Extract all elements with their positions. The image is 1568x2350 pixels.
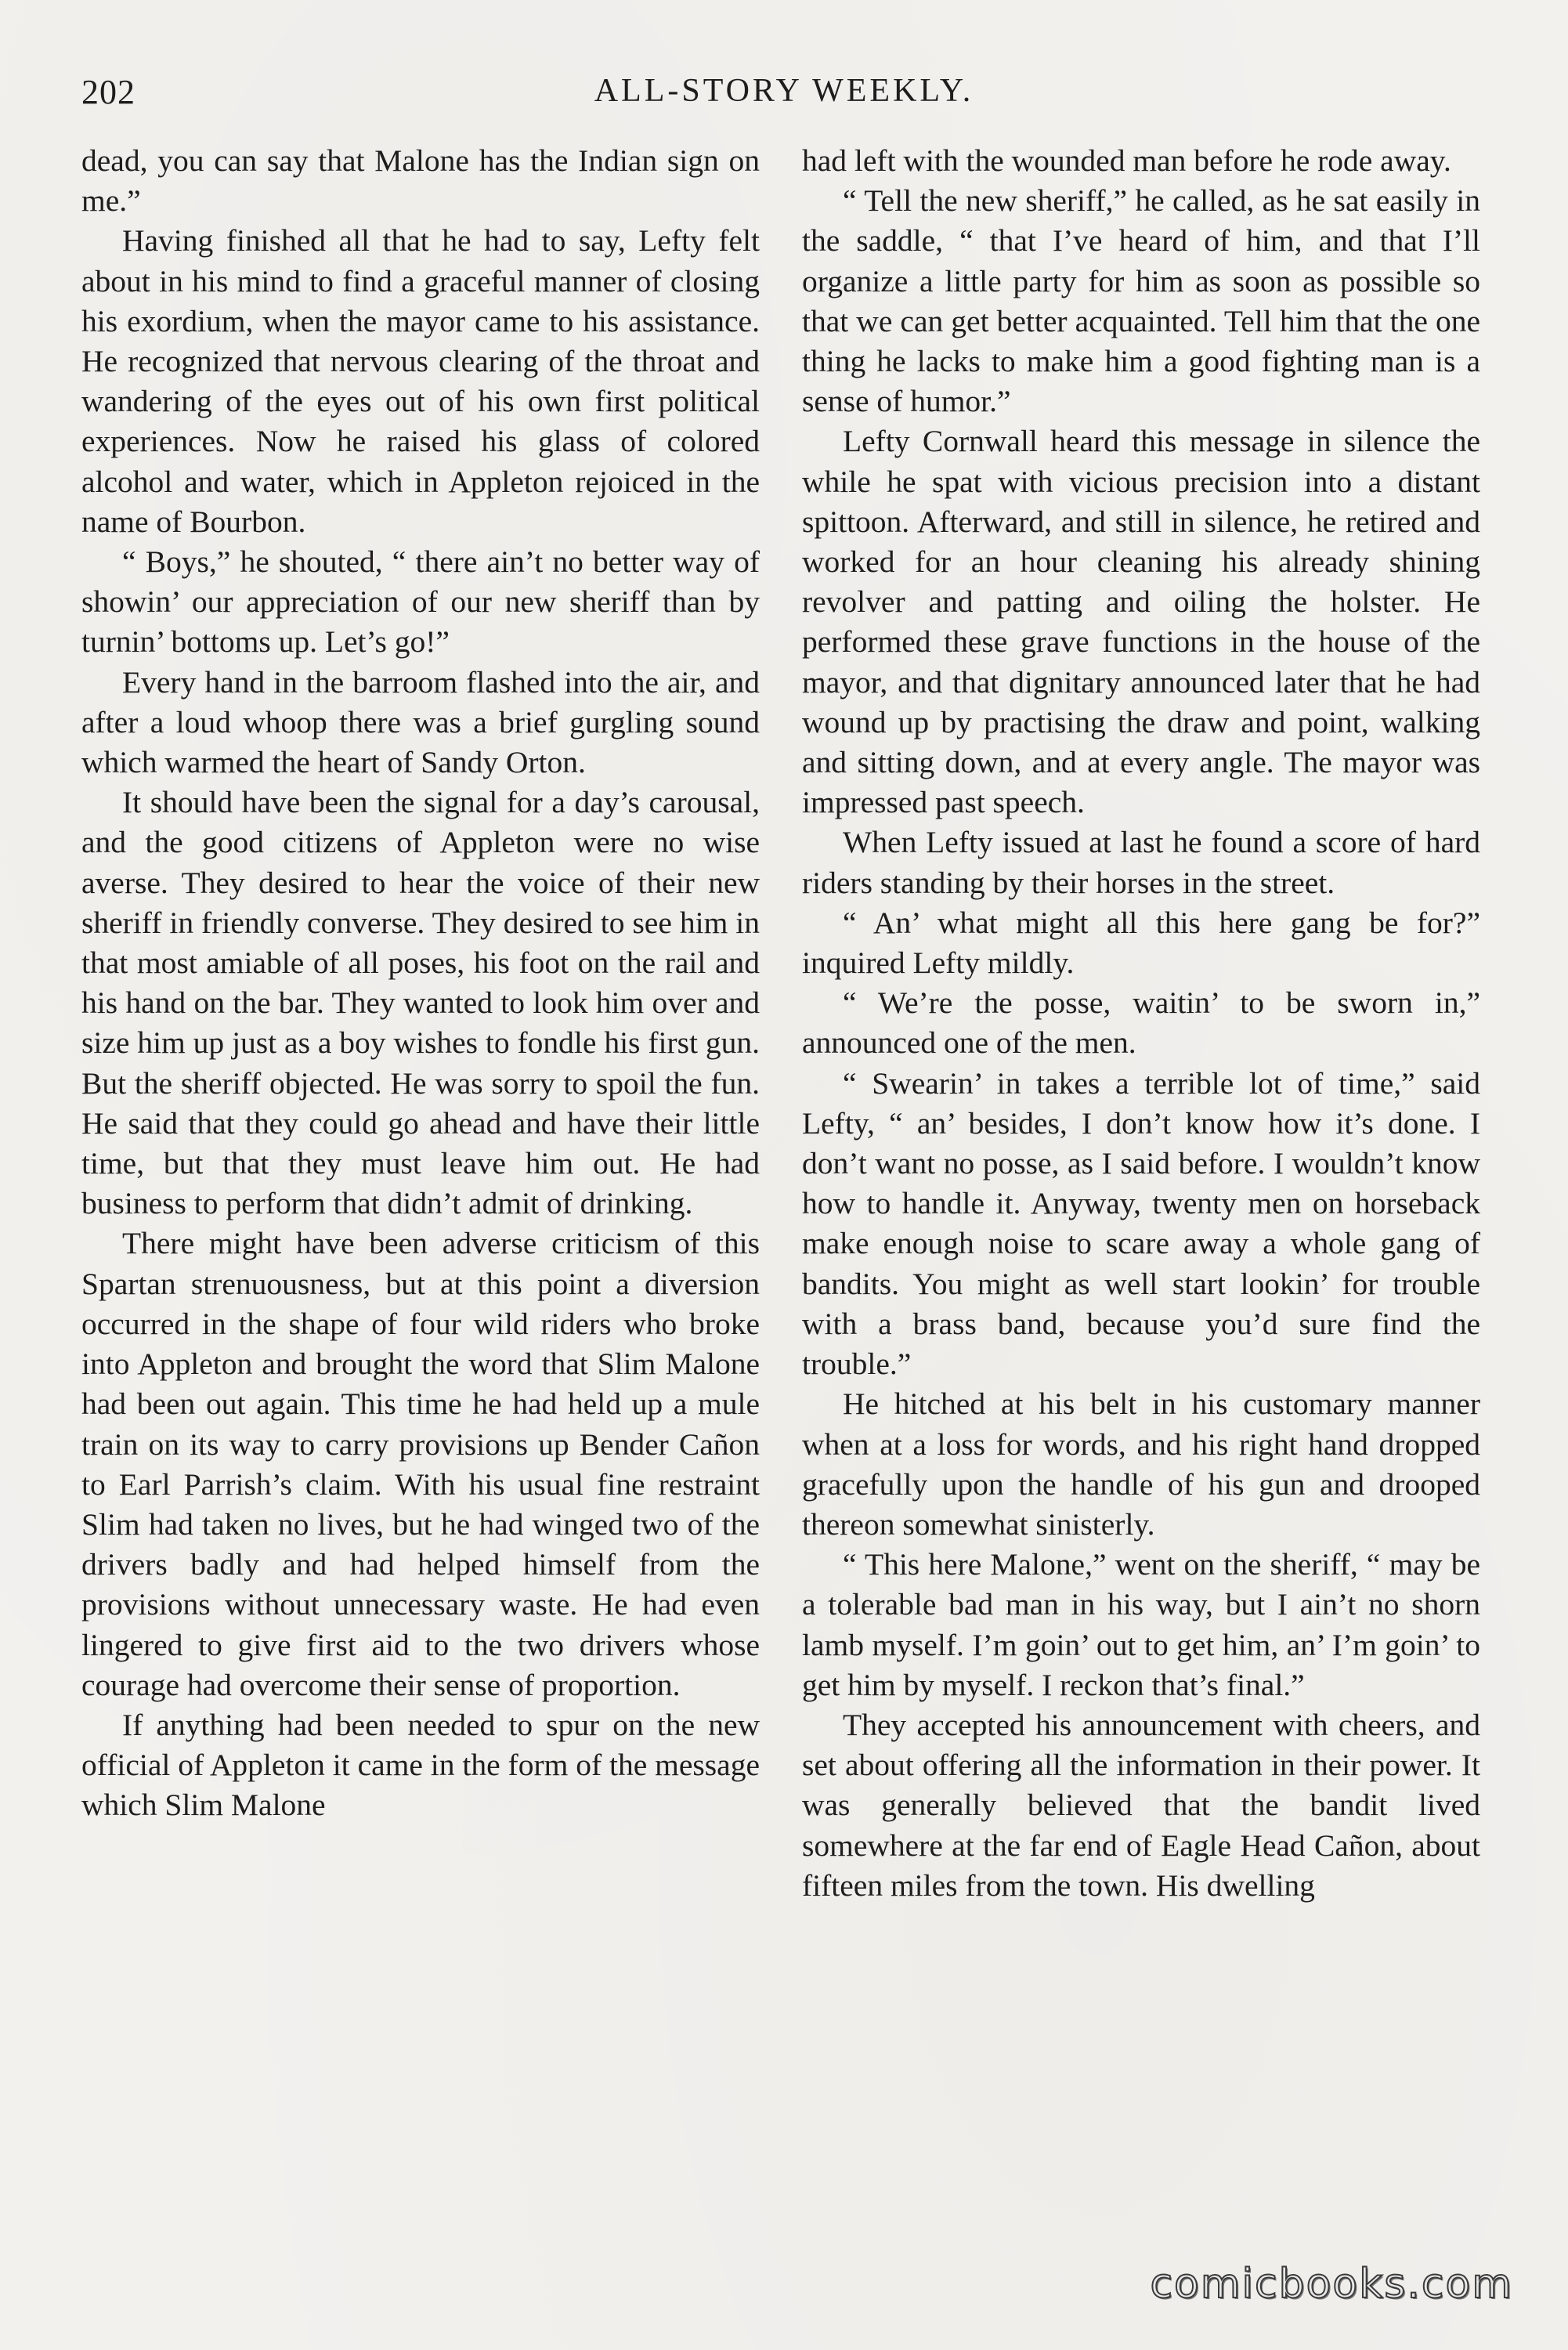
page-number: 202: [81, 73, 135, 111]
paragraph: It should have been the signal for a day’s carousal, and the good citizens of Appleton were no wise averse. They desired to hear the voice of their new sheriff in friendly converse. They desired to see him in that most amiable of all poses, his foot on the rail and his hand on the bar. They wanted to look him over and size him up just as a boy wishes to fondle his first gun. But the sheriff objected. He was sorry to spoil the fun. He said that they could go ahead and have their little time, but that they must leave him out. He had business to perform that didn’t admit of drinking.: [81, 785, 760, 1221]
paragraph: “ We’re the posse, waitin’ to be sworn in,” announced one of the men.: [802, 985, 1480, 1061]
paragraph: Having finished all that he had to say, Lefty felt about in his mind to find a graceful manner of closing his exordium, when the mayor came to his assistance. He recognized that nervous clearing of the throat and wandering of the eyes out of his own first political experiences. Now he raised his glass of colored alcohol and water, which in Appleton rejoiced in the name of Bourbon.: [81, 223, 760, 539]
running-title: ALL-STORY WEEKLY.: [594, 73, 974, 109]
paragraph: If anything had been needed to spur on the new official of Appleton it came in the form of the message which Slim Malone: [81, 1707, 760, 1823]
paragraph: “ Boys,” he shouted, “ there ain’t no better way of showin’ our appreciation of our new sheriff than by turnin’ bottoms up. Let’s go!”: [81, 544, 760, 660]
paragraph: He hitched at his belt in his customary manner when at a loss for words, and his right hand dropped gracefully upon the handle of his gun and drooped thereon somewhat sinisterly.: [802, 1386, 1480, 1542]
paragraph: When Lefty issued at last he found a score of hard riders standing by their horses in the street.: [802, 825, 1480, 900]
paragraph: dead, you can say that Malone has the Indian sign on me.”: [81, 143, 760, 219]
paragraph: Every hand in the barroom flashed into the air, and after a loud whoop there was a brief gurgling sound which warmed the heart of Sandy Orton.: [81, 664, 760, 780]
paragraph: “ This here Malone,” went on the sheriff, “ may be a tolerable bad man in his way, but I ain’t no shorn lamb myself. I’m goin’ out to get him, an’ I’m goin’ to get him by myself. I reckon that’s final.”: [802, 1547, 1480, 1702]
page-header: [81, 72, 1487, 119]
watermark: comicbooks.com: [1150, 2261, 1513, 2308]
left-column: [81, 141, 760, 1826]
paragraph: Lefty Cornwall heard this message in silence the while he spat with vicious precision into a distant spittoon. Afterward, and still in silence, he retired and worked for an hour cleaning his already shining revolver and patting and oiling the holster. He performed these grave functions in the house of the mayor, and that dignitary announced later that he had wound up by practising the draw and point, walking and sitting down, and at every angle. The mayor was impressed past speech.: [802, 424, 1480, 820]
right-column: [802, 141, 1480, 1906]
paragraph: They accepted his announcement with cheers, and set about offering all the information in their power. It was generally believed that the bandit lived somewhere at the far end of Eagle Head Cañon, about fifteen miles from the town. His dwelling: [802, 1707, 1480, 1903]
paragraph: “ Swearin’ in takes a terrible lot of time,” said Lefty, “ an’ besides, I don’t know how it’s done. I don’t want no posse, as I said before. I wouldn’t know how to handle it. Anyway, twenty men on horseback make enough noise to scare away a whole gang of bandits. You might as well start lookin’ for trouble with a brass band, because you’d sure find the trouble.”: [802, 1065, 1480, 1382]
paragraph: “ Tell the new sheriff,” he called, as he sat easily in the saddle, “ that I’ve heard of him, and that I’ll organize a little party for him as soon as possible so that we can get better acquainted. Tell him that the one thing he lacks to make him a good fighting man is a sense of humor.”: [802, 183, 1480, 419]
paragraph: There might have been adverse criticism of this Spartan strenuousness, but at this point a diversion occurred in the shape of four wild riders who broke into Appleton and brought the word that Slim Malone had been out again. This time he had held up a mule train on its way to carry provisions up Bender Cañon to Earl Parrish’s claim. With his usual fine restraint Slim had taken no lives, but he had winged two of the drivers badly and had helped himself from the provisions without unnecessary waste. He had even lingered to give first aid to the two drivers whose courage had overcome their sense of proportion.: [81, 1226, 760, 1702]
paragraph: “ An’ what might all this here gang be for?” inquired Lefty mildly.: [802, 905, 1480, 981]
paragraph: had left with the wounded man before he rode away.: [802, 143, 1451, 178]
